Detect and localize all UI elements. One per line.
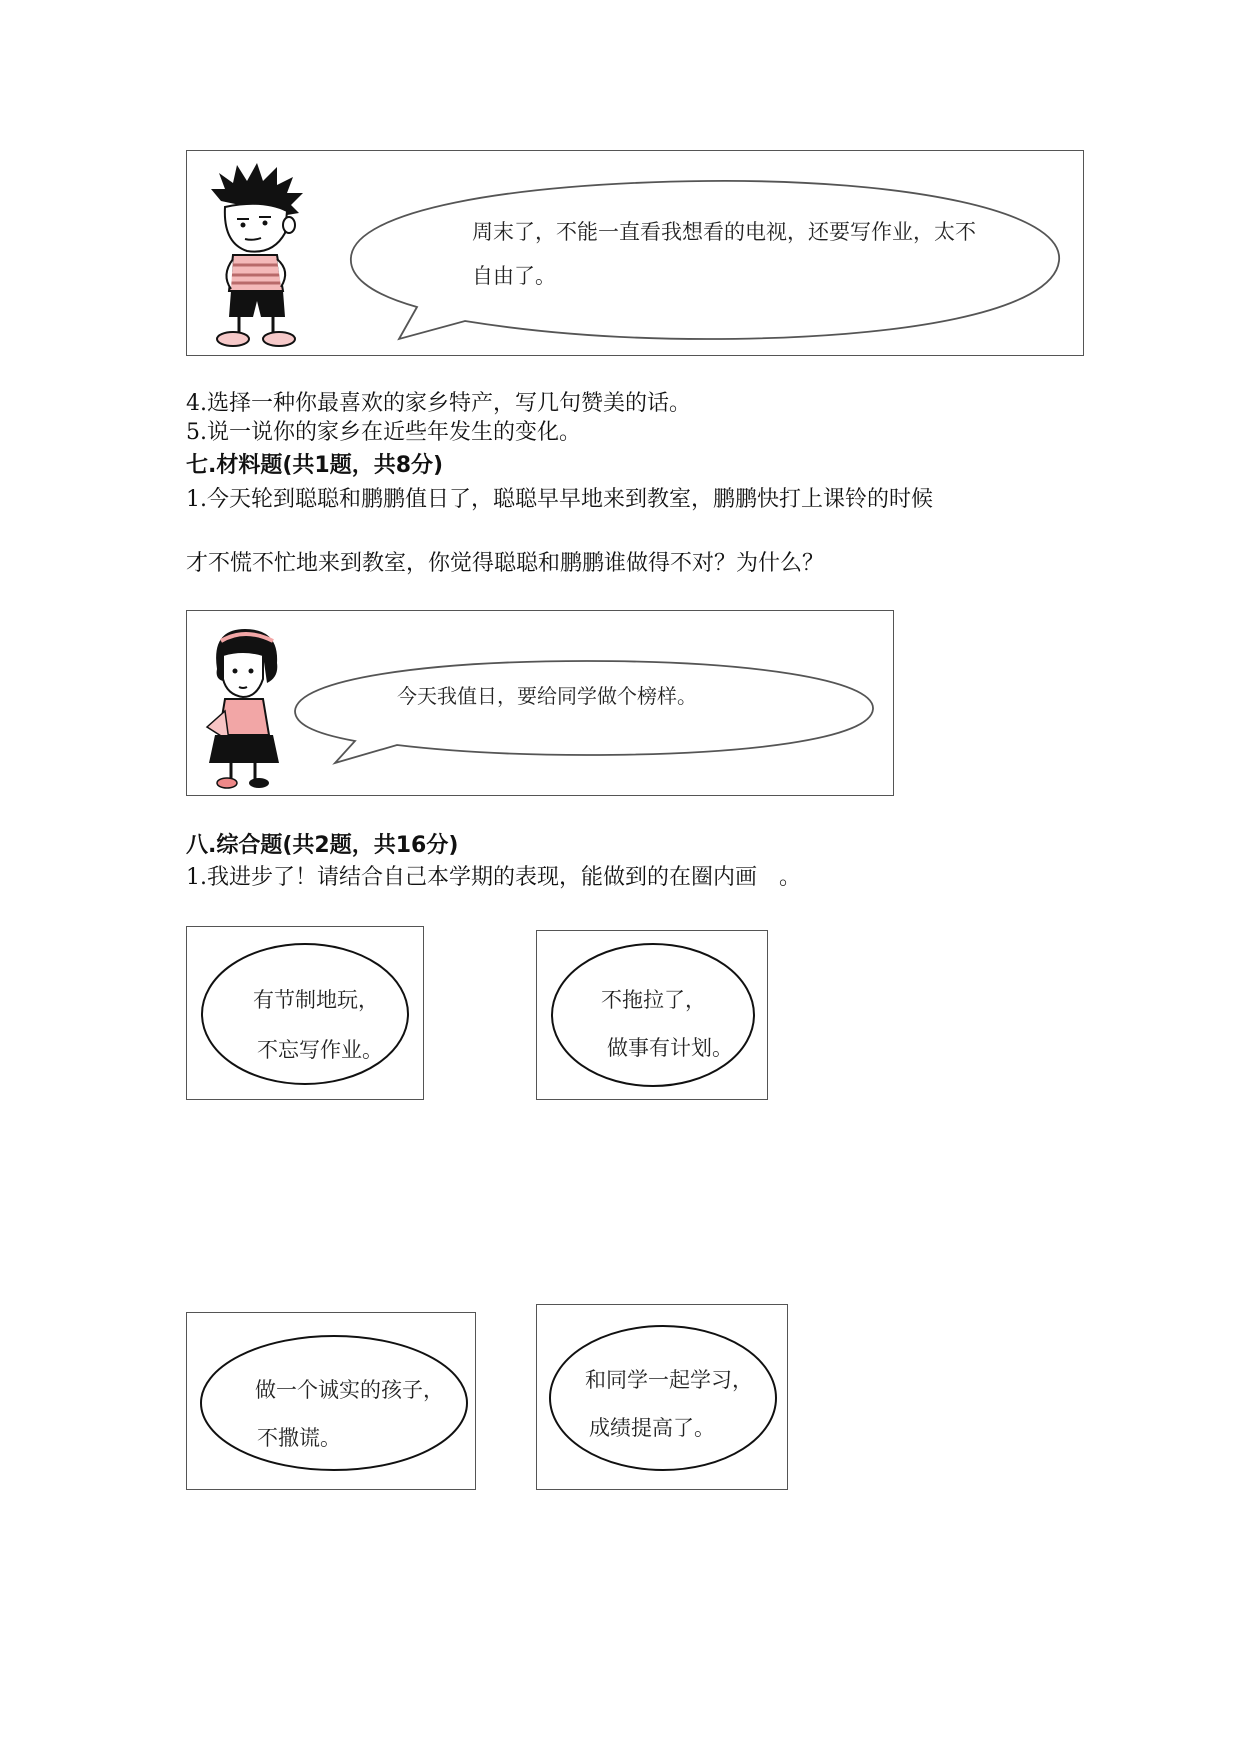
section-7-heading: 七.材料题(共1题，共8分) xyxy=(186,453,444,478)
girl-cartoon-icon xyxy=(193,619,293,791)
question-6-4: 4.选择一种你最喜欢的家乡特产，写几句赞美的话。 xyxy=(186,391,691,416)
progress-card-1-oval[interactable] xyxy=(199,941,411,1087)
progress-card-3-line-1: 做一个诚实的孩子， xyxy=(255,1378,444,1402)
progress-card-2-line-1: 不拖拉了， xyxy=(601,988,706,1012)
question-8-1: 1.我进步了！请结合自己本学期的表现，能做到的在圈内画 。 xyxy=(186,865,801,890)
progress-card-4-line-2: 成绩提高了。 xyxy=(589,1416,715,1440)
speech-bubble-2-text: 今天我值日，要给同学做个榜样。 xyxy=(397,684,697,708)
progress-card-2-line-2: 做事有计划。 xyxy=(607,1036,733,1060)
speech-bubble-1-line-2: 自由了。 xyxy=(472,264,556,288)
speech-illustration-box-1 xyxy=(186,150,1084,356)
question-7-1-line-2: 才不慌不忙地来到教室，你觉得聪聪和鹏鹏谁做得不对？为什么？ xyxy=(186,551,825,576)
progress-card-2[interactable] xyxy=(536,930,768,1100)
speech-bubble-1 xyxy=(347,171,1067,351)
progress-card-4-line-1: 和同学一起学习， xyxy=(585,1368,753,1392)
progress-card-1-line-2: 不忘写作业。 xyxy=(257,1038,383,1062)
speech-bubble-2 xyxy=(287,655,877,765)
progress-card-3-line-2: 不撒谎。 xyxy=(257,1426,341,1450)
question-6-5: 5.说一说你的家乡在近些年发生的变化。 xyxy=(186,420,581,445)
progress-card-1[interactable] xyxy=(186,926,424,1100)
progress-card-2-oval[interactable] xyxy=(549,941,757,1089)
progress-card-4[interactable] xyxy=(536,1304,788,1490)
progress-card-3-oval[interactable] xyxy=(199,1333,469,1473)
progress-card-1-line-1: 有节制地玩， xyxy=(253,988,379,1012)
progress-card-4-oval[interactable] xyxy=(547,1323,779,1473)
speech-bubble-1-line-1: 周末了，不能一直看我想看的电视，还要写作业，太不 xyxy=(472,220,976,244)
speech-illustration-box-2 xyxy=(186,610,894,796)
progress-card-3[interactable] xyxy=(186,1312,476,1490)
boy-cartoon-icon xyxy=(203,159,313,349)
question-7-1-line-1: 1.今天轮到聪聪和鹏鹏值日了，聪聪早早地来到教室，鹏鹏快打上课铃的时候 xyxy=(186,487,933,512)
section-8-heading: 八.综合题(共2题，共16分) xyxy=(186,833,459,858)
